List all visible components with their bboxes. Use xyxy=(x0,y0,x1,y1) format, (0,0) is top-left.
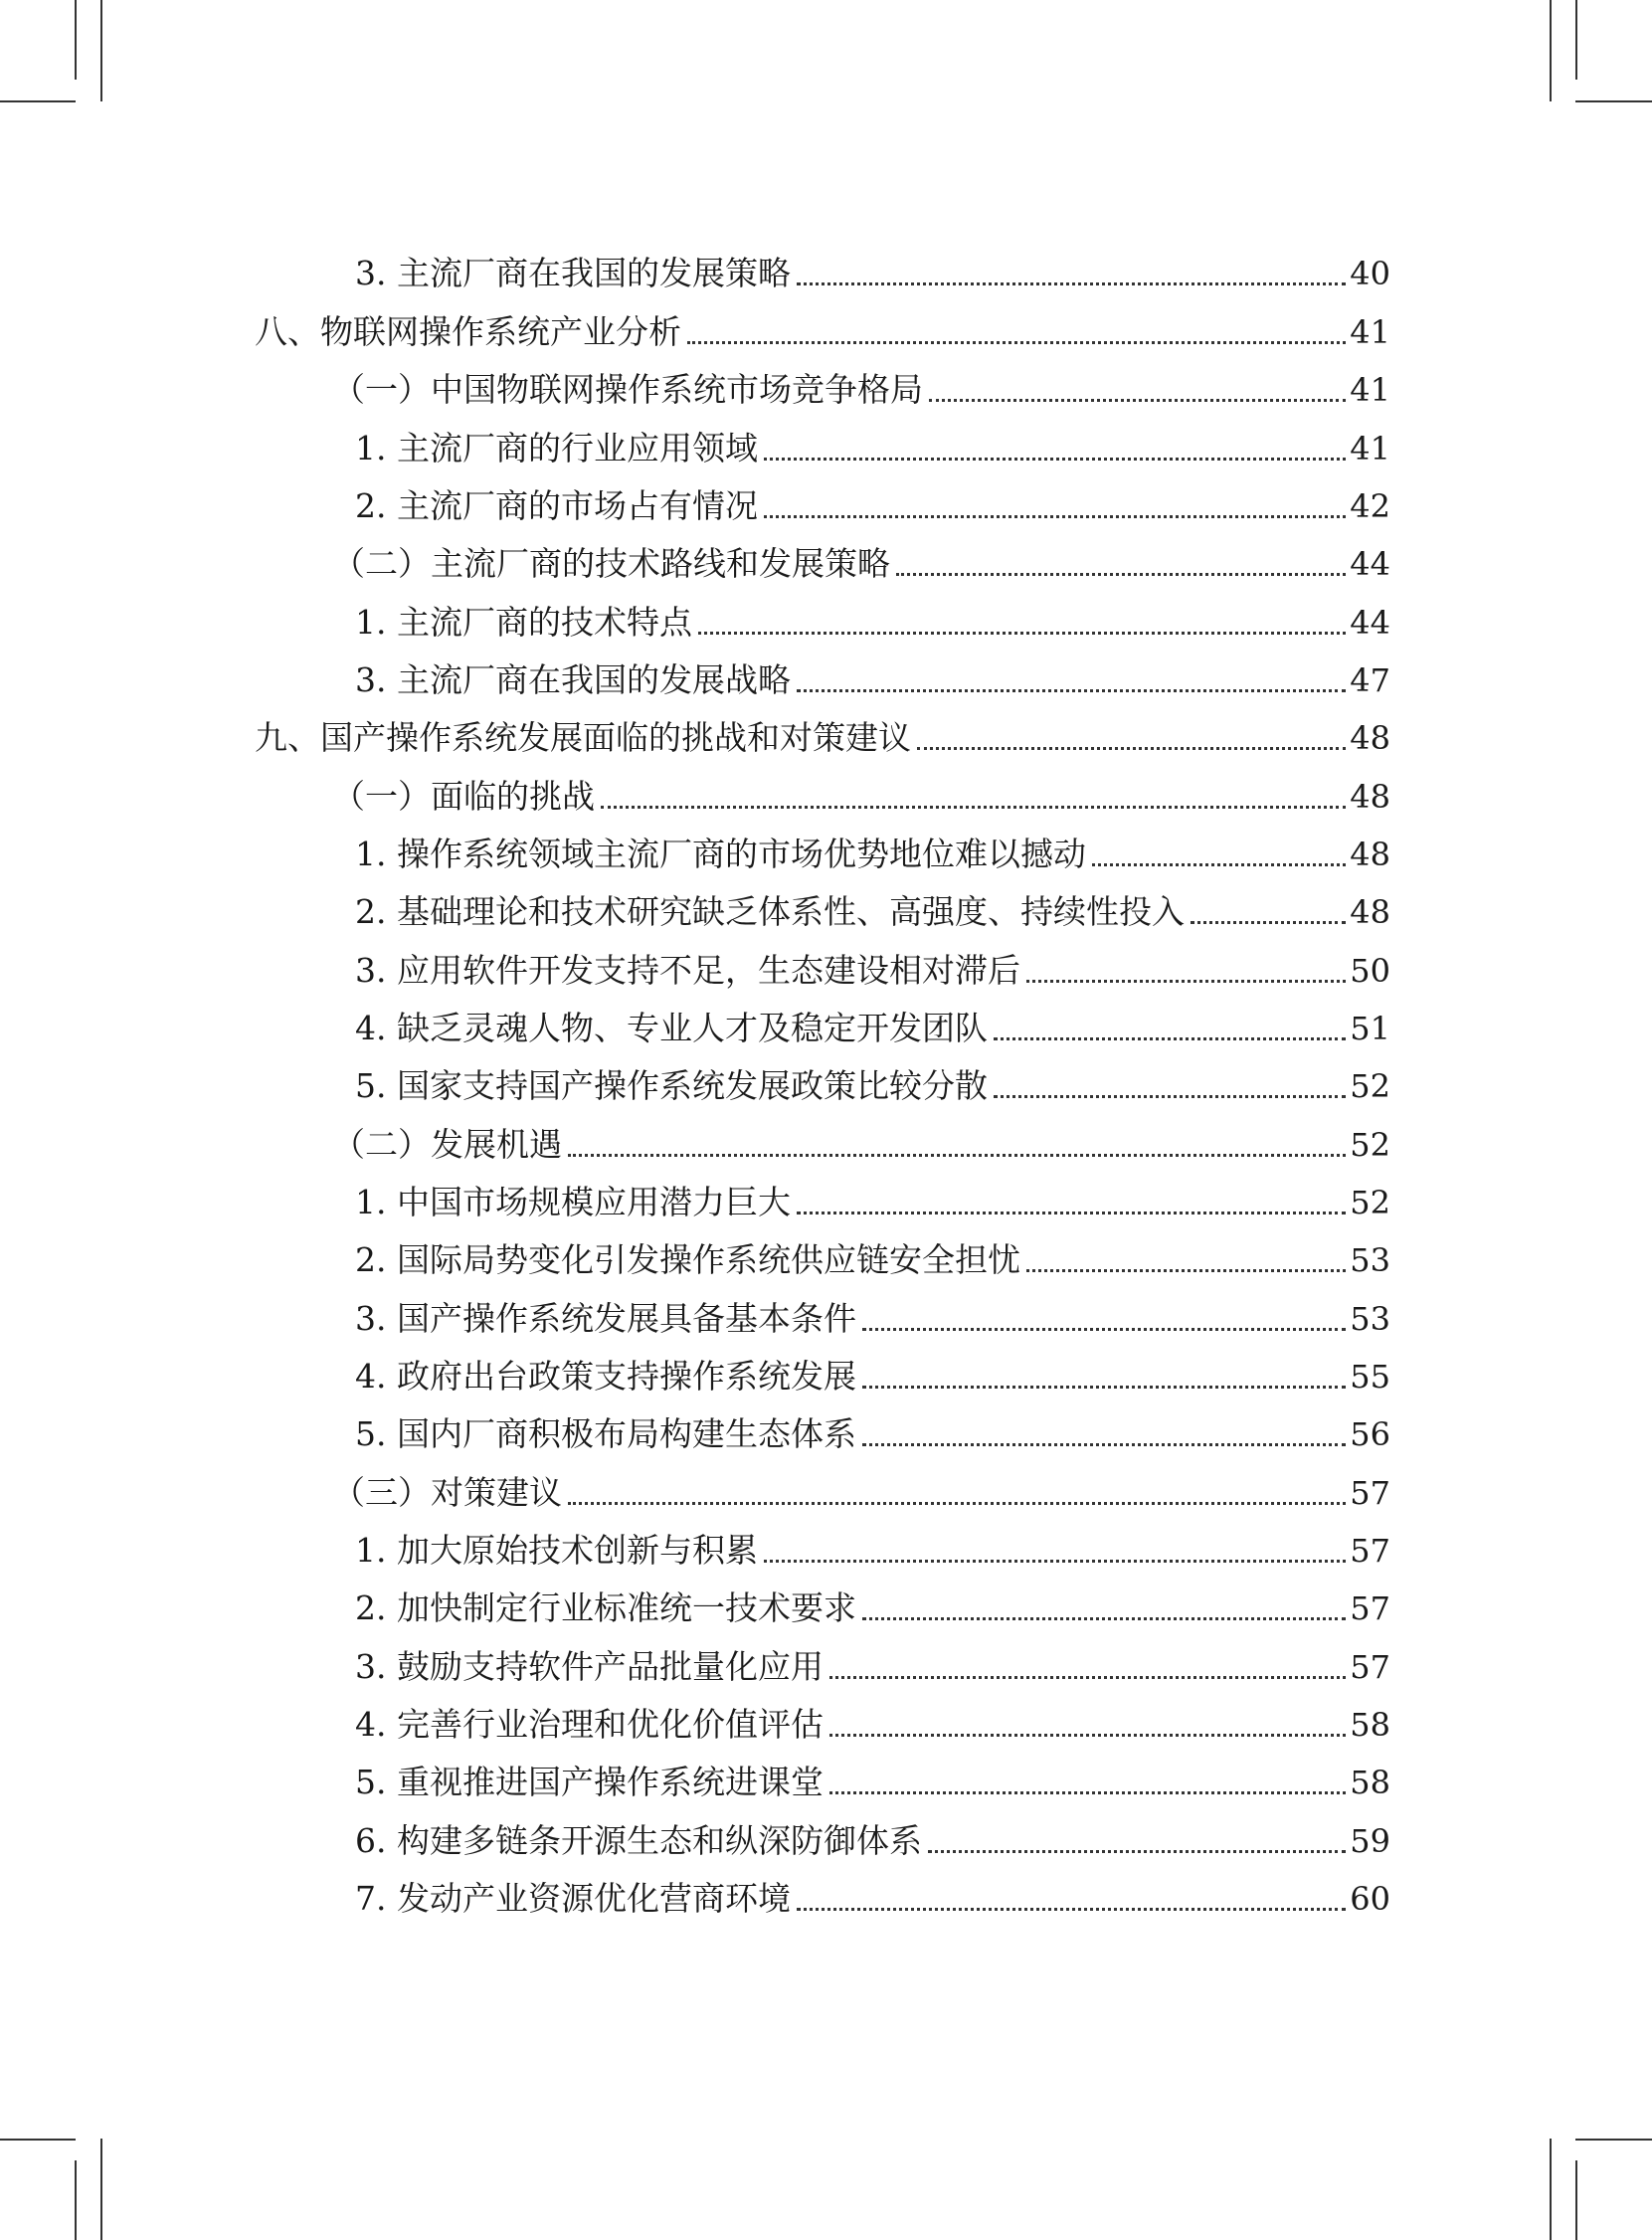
toc-entry-title: 5. 国家支持国产操作系统发展政策比较分散 xyxy=(355,1066,988,1105)
toc-entry-title: （三）对策建议 xyxy=(332,1473,562,1512)
toc-leader-dots xyxy=(797,282,1346,285)
toc-entry[interactable] xyxy=(355,657,1390,703)
toc-entry-title: 2. 基础理论和技术研究缺乏体系性、高强度、持续性投入 xyxy=(355,892,1185,931)
toc-leader-dots xyxy=(601,806,1346,809)
toc-entry[interactable] xyxy=(355,483,1390,529)
toc-entry-title: 7. 发动产业资源优化营商环境 xyxy=(355,1879,791,1918)
toc-entry[interactable] xyxy=(355,1180,1390,1225)
toc-entry[interactable] xyxy=(355,251,1390,296)
toc-entry[interactable] xyxy=(355,1760,1390,1805)
toc-entry-page: 57 xyxy=(1350,1589,1390,1627)
toc-entry-title: 4. 政府出台政策支持操作系统发展 xyxy=(355,1357,856,1396)
toc-entry-page: 51 xyxy=(1350,1010,1390,1047)
toc-entry[interactable] xyxy=(255,715,1390,761)
toc-entry[interactable] xyxy=(355,832,1390,877)
toc-entry-page: 56 xyxy=(1350,1415,1390,1453)
toc-entry-page: 48 xyxy=(1350,836,1390,873)
toc-leader-dots xyxy=(797,689,1346,692)
toc-entry-page: 53 xyxy=(1350,1241,1390,1279)
toc-entry-title: 2. 国际局势变化引发操作系统供应链安全担忧 xyxy=(355,1240,1020,1279)
toc-entry-title: 3. 应用软件开发支持不足，生态建设相对滞后 xyxy=(355,951,1020,990)
toc-entry-page: 55 xyxy=(1350,1358,1390,1396)
toc-entry[interactable] xyxy=(332,774,1390,820)
toc-entry-title: 1. 操作系统领域主流厂商的市场优势地位难以撼动 xyxy=(355,835,1086,873)
toc-entry-page: 48 xyxy=(1350,893,1390,931)
toc-entry[interactable] xyxy=(355,1063,1390,1109)
toc-leader-dots xyxy=(929,399,1346,402)
toc-leader-dots xyxy=(862,1617,1346,1620)
toc-entry[interactable] xyxy=(355,1528,1390,1574)
toc-leader-dots xyxy=(1026,1269,1346,1272)
toc-entry-title: （一）中国物联网操作系统市场竞争格局 xyxy=(332,370,923,409)
toc-entry-title: 1. 中国市场规模应用潜力巨大 xyxy=(355,1183,791,1221)
toc-leader-dots xyxy=(994,1037,1346,1040)
toc-entry-page: 48 xyxy=(1350,719,1390,757)
toc-leader-dots xyxy=(862,1386,1346,1389)
toc-entry[interactable] xyxy=(355,600,1390,646)
toc-entry-title: （二）发展机遇 xyxy=(332,1125,562,1164)
toc-entry-title: 3. 主流厂商在我国的发展策略 xyxy=(355,254,791,292)
toc-entry-page: 57 xyxy=(1350,1532,1390,1570)
toc-entry[interactable] xyxy=(355,1237,1390,1283)
toc-entry[interactable] xyxy=(355,1586,1390,1631)
toc-entry-title: 5. 国内厂商积极布局构建生态体系 xyxy=(355,1414,856,1453)
toc-entry-title: 6. 构建多链条开源生态和纵深防御体系 xyxy=(355,1821,922,1860)
toc-entry-page: 44 xyxy=(1350,604,1390,642)
toc-entry[interactable] xyxy=(332,1122,1390,1168)
toc-leader-dots xyxy=(928,1850,1346,1853)
toc-entry-title: 3. 国产操作系统发展具备基本条件 xyxy=(355,1299,856,1338)
toc-entry[interactable] xyxy=(255,309,1390,355)
toc-entry[interactable] xyxy=(355,1644,1390,1690)
toc-entry-page: 41 xyxy=(1350,430,1390,467)
toc-entry-title: 1. 加大原始技术创新与积累 xyxy=(355,1531,758,1570)
toc-leader-dots xyxy=(829,1676,1346,1679)
toc-leader-dots xyxy=(568,1502,1346,1505)
toc-leader-dots xyxy=(1026,980,1346,983)
toc-entry-title: 3. 主流厂商在我国的发展战略 xyxy=(355,660,791,699)
toc-entry[interactable] xyxy=(355,948,1390,994)
toc-entry-page: 58 xyxy=(1350,1706,1390,1744)
toc-entry-page: 53 xyxy=(1350,1300,1390,1338)
toc-entry-page: 42 xyxy=(1350,487,1390,525)
toc-leader-dots xyxy=(994,1095,1346,1098)
toc-entry[interactable] xyxy=(332,367,1390,413)
toc-entry-page: 48 xyxy=(1350,778,1390,816)
toc-leader-dots xyxy=(1191,921,1346,924)
toc-entry-title: 1. 主流厂商的行业应用领域 xyxy=(355,429,758,467)
toc-entry-title: 2. 加快制定行业标准统一技术要求 xyxy=(355,1588,856,1627)
toc-entry[interactable] xyxy=(355,1354,1390,1400)
toc-entry-page: 50 xyxy=(1350,952,1390,990)
toc-entry-title: （二）主流厂商的技术路线和发展策略 xyxy=(332,544,890,583)
toc-entry[interactable] xyxy=(355,1411,1390,1457)
toc-entry[interactable] xyxy=(355,1876,1390,1922)
toc-entry-page: 57 xyxy=(1350,1648,1390,1686)
toc-entry-title: 3. 鼓励支持软件产品批量化应用 xyxy=(355,1647,824,1686)
toc-entry[interactable] xyxy=(355,1702,1390,1748)
toc-entry[interactable] xyxy=(355,1006,1390,1051)
toc-leader-dots xyxy=(896,573,1346,576)
toc-leader-dots xyxy=(764,458,1346,461)
toc-leader-dots xyxy=(862,1328,1346,1331)
toc-entry[interactable] xyxy=(355,1296,1390,1342)
toc-entry-title: （一）面临的挑战 xyxy=(332,777,595,816)
toc-entry-page: 40 xyxy=(1350,255,1390,292)
toc-leader-dots xyxy=(829,1734,1346,1737)
toc-entry[interactable] xyxy=(355,889,1390,935)
toc-entry[interactable] xyxy=(355,1818,1390,1864)
toc-leader-dots xyxy=(1092,863,1346,866)
toc-entry-page: 58 xyxy=(1350,1764,1390,1801)
toc-entry-page: 52 xyxy=(1350,1184,1390,1221)
toc-entry-page: 47 xyxy=(1350,661,1390,699)
toc-leader-dots xyxy=(797,1908,1346,1911)
toc-entry-title: 4. 缺乏灵魂人物、专业人才及稳定开发团队 xyxy=(355,1009,988,1047)
toc-leader-dots xyxy=(862,1443,1346,1446)
toc-entry-page: 52 xyxy=(1350,1067,1390,1105)
toc-leader-dots xyxy=(687,341,1346,344)
toc-entry[interactable] xyxy=(332,541,1390,587)
toc-entry-page: 41 xyxy=(1350,371,1390,409)
toc-entry-page: 59 xyxy=(1350,1822,1390,1860)
toc-leader-dots xyxy=(764,515,1346,518)
toc-entry-page: 60 xyxy=(1350,1880,1390,1918)
toc-leader-dots xyxy=(764,1560,1346,1563)
toc-entry-page: 44 xyxy=(1350,545,1390,583)
toc-entry[interactable] xyxy=(332,1470,1390,1516)
toc-entry-page: 57 xyxy=(1350,1474,1390,1512)
toc-leader-dots xyxy=(568,1154,1346,1157)
toc-leader-dots xyxy=(917,747,1346,750)
toc-entry[interactable] xyxy=(355,426,1390,471)
toc-leader-dots xyxy=(698,632,1346,635)
toc-entry-page: 52 xyxy=(1350,1126,1390,1164)
toc-entry-page: 41 xyxy=(1350,313,1390,351)
toc-entry-title: 八、物联网操作系统产业分析 xyxy=(255,312,681,351)
toc-entry-title: 2. 主流厂商的市场占有情况 xyxy=(355,486,758,525)
toc-leader-dots xyxy=(829,1791,1346,1794)
toc-entry-title: 1. 主流厂商的技术特点 xyxy=(355,603,692,642)
toc-entry-title: 九、国产操作系统发展面临的挑战和对策建议 xyxy=(255,718,911,757)
toc-entry-title: 5. 重视推进国产操作系统进课堂 xyxy=(355,1763,824,1801)
toc-entry-title: 4. 完善行业治理和优化价值评估 xyxy=(355,1705,824,1744)
toc-leader-dots xyxy=(797,1212,1346,1214)
